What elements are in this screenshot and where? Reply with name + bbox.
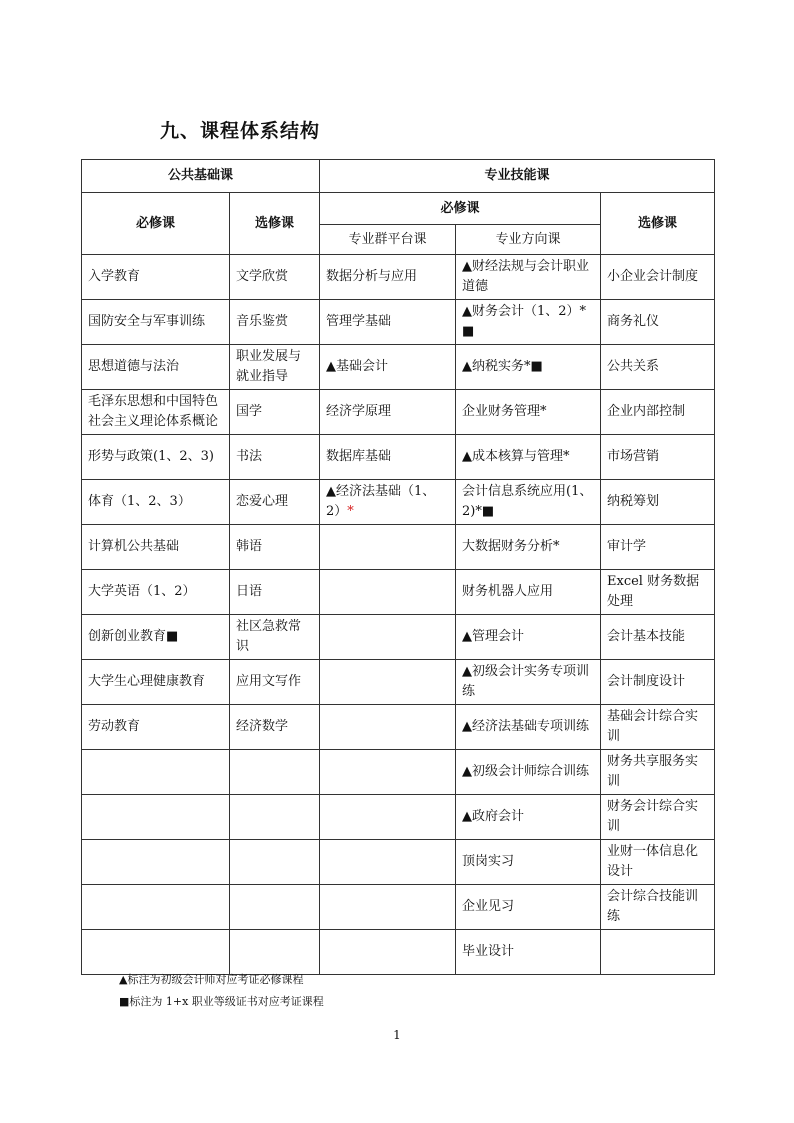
table-cell: ▲财务会计（1、2）*■ (456, 300, 601, 345)
table-cell: 纳税筹划 (601, 480, 715, 525)
table-cell: 国防安全与军事训练 (82, 300, 230, 345)
table-cell: 恋爱心理 (230, 480, 320, 525)
table-cell (320, 795, 456, 840)
header-platform-courses: 专业群平台课 (320, 225, 456, 255)
table-cell: 会计综合技能训练 (601, 885, 715, 930)
table-row (82, 345, 715, 390)
table-cell (320, 930, 456, 975)
header-public-required: 必修课 (82, 193, 230, 255)
footnotes (119, 969, 324, 1013)
table-cell: 音乐鉴赏 (230, 300, 320, 345)
table-cell: 公共关系 (601, 345, 715, 390)
table-cell: 毕业设计 (456, 930, 601, 975)
table-cell: 企业见习 (456, 885, 601, 930)
table-cell: 业财一体信息化设计 (601, 840, 715, 885)
page-title: 九、课程体系结构 (160, 120, 321, 142)
table-row (82, 750, 715, 795)
table-cell: ▲经济法基础专项训练 (456, 705, 601, 750)
table-cell: ▲纳税实务*■ (456, 345, 601, 390)
table-cell: 基础会计综合实训 (601, 705, 715, 750)
table-cell: ▲经济法基础（1、2）* (320, 480, 456, 525)
table-cell: ▲政府会计 (456, 795, 601, 840)
table-cell (230, 840, 320, 885)
table-cell: 小企业会计制度 (601, 255, 715, 300)
table-cell: 数据库基础 (320, 435, 456, 480)
table-row (82, 660, 715, 705)
table-cell (82, 795, 230, 840)
table-cell (82, 750, 230, 795)
table-cell: 财务共享服务实训 (601, 750, 715, 795)
table-cell: 财务机器人应用 (456, 570, 601, 615)
table-cell: 大数据财务分析* (456, 525, 601, 570)
table-cell: 数据分析与应用 (320, 255, 456, 300)
header-public-elective: 选修课 (230, 193, 320, 255)
table-row (82, 795, 715, 840)
table-cell: ▲管理会计 (456, 615, 601, 660)
curriculum-table (81, 159, 715, 975)
table-cell (82, 930, 230, 975)
header-professional-required: 必修课 (320, 193, 601, 225)
table-cell: 韩语 (230, 525, 320, 570)
table-cell: ▲成本核算与管理* (456, 435, 601, 480)
table-cell: 应用文写作 (230, 660, 320, 705)
table-cell: 市场营销 (601, 435, 715, 480)
table-cell (320, 840, 456, 885)
table-cell: 文学欣赏 (230, 255, 320, 300)
table-cell: 体育（1、2、3） (82, 480, 230, 525)
table-cell: 计算机公共基础 (82, 525, 230, 570)
table-row (82, 705, 715, 750)
table-cell: 大学生心理健康教育 (82, 660, 230, 705)
table-cell (230, 930, 320, 975)
table-cell: 职业发展与就业指导 (230, 345, 320, 390)
red-asterisk: * (347, 504, 354, 519)
table-cell: 企业财务管理* (456, 390, 601, 435)
table-cell: 商务礼仪 (601, 300, 715, 345)
table-cell: 企业内部控制 (601, 390, 715, 435)
table-cell: 管理学基础 (320, 300, 456, 345)
table-cell: 经济学原理 (320, 390, 456, 435)
table-cell: 经济数学 (230, 705, 320, 750)
table-row (82, 615, 715, 660)
table-row (82, 480, 715, 525)
table-cell (82, 840, 230, 885)
table-cell: 大学英语（1、2） (82, 570, 230, 615)
footnote-square: ■标注为 1+x 职业等级证书对应考证课程 (119, 995, 324, 1008)
table-cell: 思想道德与法治 (82, 345, 230, 390)
table-cell (230, 885, 320, 930)
footnote-triangle: ▲标注为初级会计师对应考证必修课程 (119, 973, 304, 986)
table-cell: 审计学 (601, 525, 715, 570)
table-cell: 劳动教育 (82, 705, 230, 750)
table-cell: 毛泽东思想和中国特色社会主义理论体系概论 (82, 390, 230, 435)
header-public-courses: 公共基础课 (82, 160, 320, 193)
table-cell (320, 660, 456, 705)
table-row (82, 885, 715, 930)
table-cell: 财务会计综合实训 (601, 795, 715, 840)
table-cell (230, 750, 320, 795)
table-cell (320, 885, 456, 930)
table-row (82, 300, 715, 345)
table-cell (320, 570, 456, 615)
table-cell: 日语 (230, 570, 320, 615)
table-cell (230, 795, 320, 840)
table-cell: 书法 (230, 435, 320, 480)
table-cell: Excel 财务数据处理 (601, 570, 715, 615)
table-cell: ▲初级会计实务专项训练 (456, 660, 601, 705)
header-direction-courses: 专业方向课 (456, 225, 601, 255)
table-cell: 会计制度设计 (601, 660, 715, 705)
table-cell (320, 615, 456, 660)
table-cell: 顶岗实习 (456, 840, 601, 885)
table-cell (320, 750, 456, 795)
table-cell (601, 930, 715, 975)
table-cell: ▲基础会计 (320, 345, 456, 390)
table-row (82, 525, 715, 570)
table-cell: 会计基本技能 (601, 615, 715, 660)
table-cell (82, 885, 230, 930)
table-cell: 形势与政策(1、2、3) (82, 435, 230, 480)
page-number: 1 (393, 1028, 401, 1042)
table-row (82, 570, 715, 615)
table-row (82, 840, 715, 885)
table-cell (320, 705, 456, 750)
table-row (82, 435, 715, 480)
table-cell: 入学教育 (82, 255, 230, 300)
table-cell: 创新创业教育■ (82, 615, 230, 660)
table-row (82, 255, 715, 300)
table-cell: 会计信息系统应用(1、2)*■ (456, 480, 601, 525)
table-cell: ▲财经法规与会计职业道德 (456, 255, 601, 300)
table-cell: ▲初级会计师综合训练 (456, 750, 601, 795)
table-row (82, 390, 715, 435)
table-cell (320, 525, 456, 570)
header-professional-elective: 选修课 (601, 193, 715, 255)
table-cell: 国学 (230, 390, 320, 435)
table-body (82, 255, 715, 975)
table-row (82, 930, 715, 975)
header-professional-courses: 专业技能课 (320, 160, 715, 193)
table-cell: 社区急救常识 (230, 615, 320, 660)
